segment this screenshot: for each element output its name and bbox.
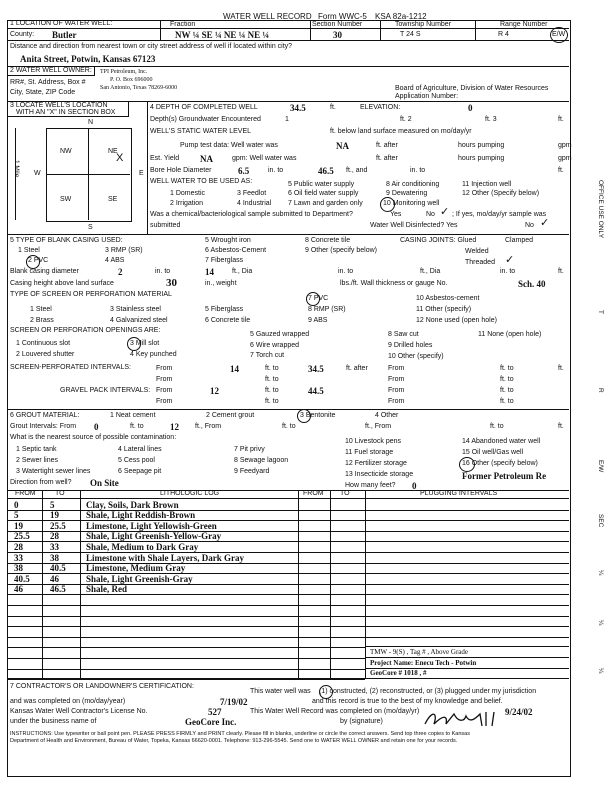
side-q3: ¼ [597, 668, 604, 674]
log-row-line [7, 594, 569, 595]
screen-11: 11 Other (specify) [416, 306, 472, 313]
bore-in-to: in. to [410, 167, 426, 174]
gi-to: 12 [170, 422, 179, 432]
use-10: 10 Monitoring well [383, 200, 440, 207]
joints-label: CASING JOINTS: Glued [400, 237, 477, 244]
spi-ft-to2-r2: ft. to [500, 376, 514, 383]
log-row-line [7, 669, 365, 670]
owner-line2: P. O. Box 696000 [110, 77, 153, 83]
yield-ft-after: ft. after [376, 155, 398, 162]
record-label: This Water Well Record was completed on (mo/day/yr) [250, 708, 420, 715]
chem-yes: Yes [390, 211, 402, 218]
gi-ft-to: ft. to [130, 423, 144, 430]
ct-12: 12 Fertilizer storage [345, 460, 407, 467]
s3-label1: 3 LOCATE WELL'S LOCATION [10, 102, 108, 109]
use-5: 5 Public water supply [288, 181, 355, 188]
grout-4: 4 Other [375, 412, 399, 419]
ct-13: 13 Insecticide storage [345, 471, 414, 478]
signature-label: by (signature) [340, 718, 383, 725]
west: W [34, 170, 41, 177]
depth-value: 34.5 [290, 103, 306, 113]
log-row-line [7, 637, 569, 638]
grout-1: 1 Neat cement [110, 412, 156, 419]
s1-label: 1 LOCATION OF WATER WELL: [10, 20, 113, 27]
log-h-from2: FROM [303, 490, 324, 497]
log-cell-desc: Shale, Red [86, 584, 128, 595]
gw-3: ft. 3 [485, 116, 497, 123]
ct-2: 2 Sewer lines [16, 457, 59, 464]
gpi-from2: From [388, 387, 405, 394]
owner-line3: San Antonio, Texas 78269-6000 [100, 85, 178, 91]
appno-label: Application Number: [395, 93, 459, 100]
gpi-from-value: 12 [210, 386, 219, 396]
gpi-label: GRAVEL PACK INTERVALS: [60, 387, 151, 394]
instructions-2: Department of Health and Environment, Bureau of Water, Topeka, Kansas 66620-0001. Telephone: 913-296-5545. Send one to WATER WELL OWNER and retain one for your records. [10, 738, 458, 744]
side-t: T [597, 310, 604, 314]
s7-line2b: and this record is true to the best of my knowledge and belief. [312, 698, 503, 705]
office-use-label: OFFICE USE ONLY [597, 180, 604, 239]
lbs-label: lbs./ft. Wall thickness or gauge No. [340, 280, 448, 287]
use-11: 11 Injection well [462, 181, 512, 188]
pump-value: NA [336, 141, 349, 151]
log-cell-from: 5 [14, 510, 19, 521]
township-value: T 24 S [400, 31, 421, 38]
use-label: WELL WATER TO BE USED AS: [150, 178, 253, 185]
spi-from2: From [388, 365, 405, 372]
log-row-line [7, 647, 365, 648]
city-label: City, State, ZIP Code [10, 89, 76, 96]
completed-label: and was completed on (mo/day/year) [10, 698, 126, 705]
gpi-from-r2: From [156, 398, 173, 405]
ct-10: 10 Livestock pens [345, 438, 402, 445]
range-label: Range Number [500, 21, 548, 28]
diam-in: in. to [155, 268, 171, 275]
chem-label: Was a chemical/bacteriological sample submitted to Department? [150, 211, 353, 218]
s5-label: 5 TYPE OF BLANK CASING USED: [10, 237, 123, 244]
gw-2: ft. 2 [400, 116, 412, 123]
county-value: Butler [52, 30, 77, 40]
diam-in2: in. to [338, 268, 354, 275]
yield-mid: gpm: Well water was [232, 155, 297, 162]
ct-16: 16 Other (specify below) [462, 460, 538, 467]
gpi-ft-to2-r2: ft. to [500, 398, 514, 405]
tmw-line: TMW - 9(S) , Tag # , Above Grade [370, 648, 469, 656]
ct-4: 4 Lateral lines [118, 446, 162, 453]
spi-ft-a: ft. after [346, 365, 368, 372]
diam-label: Blank casing diameter [10, 268, 79, 275]
log-row-line [7, 626, 569, 627]
bore-ft: ft. [558, 167, 564, 174]
geocore-line: GeoCore # 1018 , # [370, 669, 427, 677]
open-1: 1 Continuous slot [16, 340, 71, 347]
open-3-circle [127, 337, 141, 351]
spi-from: From [156, 365, 173, 372]
open-10: 10 Other (specify) [388, 353, 444, 360]
disinfect-no: No [525, 222, 534, 229]
grout-2: 2 Cement grout [206, 412, 255, 419]
ew-value: E/W [552, 31, 566, 38]
casing-5: 5 Wrought iron [205, 237, 251, 244]
side-sec: SEC [597, 514, 604, 528]
township-label: Township Number [395, 21, 452, 28]
gpi-from: From [156, 387, 173, 394]
north: N [88, 119, 94, 126]
above-in: in., weight [205, 280, 237, 287]
screen-6: 6 Concrete tile [205, 317, 251, 324]
screen-10: 10 Asbestos-cement [416, 295, 480, 302]
screen-5: 5 Fiberglass [205, 306, 244, 313]
grout-3-circle [297, 409, 311, 423]
log-cell-from: 28 [14, 541, 23, 552]
log-h-to2: TO [340, 490, 350, 497]
casing-3: 3 RMP (SR) [105, 247, 143, 254]
log-row-line [7, 605, 569, 606]
depth-label: 4 DEPTH OF COMPLETED WELL [150, 104, 258, 111]
rr-label: RR#, St. Address, Box # [10, 79, 86, 86]
completed-value: 7/19/02 [220, 697, 248, 707]
board-label: Board of Agriculture, Division of Water Resources [395, 85, 549, 92]
threaded-check: ✓ [505, 254, 515, 266]
ct-5: 5 Cess pool [118, 457, 155, 464]
instructions-1: INSTRUCTIONS: Use typewriter or ball point pen. PLEASE PRESS FIRMLY and PRINT clearly. Please fill in blanks, underline or circle the correct answers. Send top three copies to Kansas [10, 731, 470, 737]
quad-nw: NW [60, 148, 72, 155]
pump-gpm: gpm [558, 142, 572, 149]
elev-value: 0 [468, 103, 473, 113]
ct-7: 7 Pit privy [234, 446, 265, 453]
use-2: 2 Irrigation [170, 200, 204, 207]
log-cell-from: 25.5 [14, 531, 30, 542]
screen-8: 8 RMP (SR) [308, 306, 346, 313]
use-9: 9 Dewatering [386, 190, 428, 197]
east: E [139, 170, 144, 177]
s7-line1: This water well was [250, 688, 311, 695]
south: S [88, 224, 93, 231]
bore-to: 46.5 [318, 166, 334, 176]
above-value: 30 [166, 277, 177, 289]
spi-from-value: 14 [230, 364, 239, 374]
fraction-label: Fraction [170, 21, 196, 28]
constructed-circle [319, 685, 333, 699]
screen-3: 3 Stainless steel [110, 306, 161, 313]
open-3: 3 Mill slot [130, 340, 160, 347]
casing-7: 7 Fiberglass [205, 257, 244, 264]
log-cell-to: 5 [50, 499, 55, 510]
s7-label: 7 CONTRACTOR'S OR LANDOWNER'S CERTIFICATION: [10, 683, 194, 690]
log-h-to: TO [55, 490, 65, 497]
howmany-label: How many feet? [345, 482, 396, 489]
bore-label: Bore Hole Diameter [150, 167, 212, 174]
yield-gpm: gpm [558, 155, 572, 162]
pump-label: Pump test data: Well water was [180, 142, 278, 149]
ct-14: 14 Abandoned water well [462, 438, 541, 445]
gi-ft-to2: ft. to [282, 423, 296, 430]
bore-tail: ft., and [346, 167, 368, 174]
log-cell-from: 19 [14, 520, 23, 531]
bore-value: 6.5 [238, 166, 250, 176]
open-9: 9 Drilled holes [388, 342, 433, 349]
gi-tail2: ft., From [365, 423, 392, 430]
log-row-line [7, 658, 365, 659]
submitted-label: submitted [150, 222, 181, 229]
screen-12: 12 None used (open hole) [416, 317, 497, 324]
grout-3: 3 Bentonite [300, 412, 336, 419]
spi-ft-to2: ft. to [500, 365, 514, 372]
log-cell-desc: Shale, Light Greenish-Gray [86, 573, 193, 584]
log-cell-desc: Shale, Light Greenish-Yellow-Gray [86, 531, 222, 542]
log-row-line [7, 679, 365, 680]
log-cell-desc: Limestone, Medium Gray [86, 563, 186, 574]
log-cell-from: 38 [14, 563, 23, 574]
log-cell-to: 25.5 [50, 520, 66, 531]
address-value: Anita Street, Potwin, Kansas 67123 [20, 54, 156, 64]
license-label: Kansas Water Well Contractor's License No. [10, 708, 148, 715]
static-tail: ft. below land surface measured on mo/day/yr [330, 128, 472, 135]
spi-ft-to-r2: ft. to [265, 376, 279, 383]
pump-hours: hours pumping [458, 142, 505, 149]
screen-2: 2 Brass [30, 317, 54, 324]
static-label: WELL'S STATIC WATER LEVEL [150, 128, 252, 135]
project-line: Project Name: Enecu Tech - Potwin [370, 659, 477, 667]
use-12: 12 Other (Specify below) [462, 190, 540, 197]
diam-ft: ft., Dia [232, 268, 253, 275]
quad-ne: NE [108, 148, 118, 155]
quad-se: SE [108, 196, 118, 203]
screen-9: 9 ABS [308, 317, 328, 324]
screen-4: 4 Galvanized steel [110, 317, 168, 324]
ct-6: 6 Seepage pit [118, 468, 162, 475]
ct-16-circle [459, 457, 475, 472]
open-11: 11 None (open hole) [478, 331, 542, 338]
use-6: 6 Oil field water supply [288, 190, 359, 197]
distance-label: Distance and direction from nearest town or city street address of well if located within city? [10, 43, 293, 50]
open-6: 6 Wire wrapped [250, 342, 300, 349]
s6-label: 6 GROUT MATERIAL: [10, 412, 80, 419]
range-value: R 4 [498, 31, 509, 38]
yield-hours: hours pumping [458, 155, 505, 162]
use-7: 7 Lawn and garden only [288, 200, 363, 207]
gw-1: 1 [285, 116, 289, 123]
ct-8: 8 Sewage lagoon [234, 457, 289, 464]
screen-7-circle [306, 292, 320, 306]
spi-label: SCREEN-PERFORATED INTERVALS: [10, 364, 131, 371]
log-cell-desc: Shale, Light Reddish-Brown [86, 510, 196, 521]
gw-ft: ft. [558, 116, 564, 123]
dir-label: Direction from well? [10, 479, 72, 486]
log-h-lith: LITHOLOGIC LOG [160, 490, 220, 497]
log-cell-to: 38 [50, 552, 59, 563]
log-cell-desc: Limestone, Light Yellowish-Green [86, 520, 217, 531]
open-2: 2 Louvered shutter [16, 351, 75, 358]
side-r: R [597, 388, 604, 393]
business-label: under the business name of [10, 718, 97, 725]
county-label: County: [10, 31, 35, 38]
screen-7: 7 PVC [308, 295, 329, 302]
disinfect-check: ✓ [540, 217, 550, 229]
gi-ft: ft. [558, 423, 564, 430]
bore-in: in. to [268, 167, 284, 174]
gpi-ft-to-r2: ft. to [265, 398, 279, 405]
above-label: Casing height above land surface [10, 280, 114, 287]
record-value: 9/24/02 [505, 707, 533, 717]
ksa-number: KSA 82a-1212 [375, 12, 427, 21]
log-cell-to: 40.5 [50, 563, 66, 574]
quad-sw: SW [60, 196, 72, 203]
use-10-circle [380, 197, 395, 212]
side-q1: ¼ [597, 570, 604, 576]
gw-label: Depth(s) Groundwater Encountered [150, 116, 261, 123]
s3-label2: WITH AN "X" IN SECTION BOX [16, 109, 116, 116]
ct-1: 1 Septic tank [16, 446, 57, 453]
gpi-from2-r2: From [388, 398, 405, 405]
joints-welded: Welded [465, 248, 489, 255]
other-spec: Former Petroleum Re [462, 471, 547, 481]
form-number: Form WWC-5 [318, 12, 367, 21]
diam-value: 2 [118, 267, 123, 277]
dir-value: On Site [90, 478, 119, 488]
gauge-value: Sch. 40 [518, 279, 546, 289]
elev-label: ELEVATION: [360, 104, 401, 111]
owner-line1: TPI Petroleum, Inc. [100, 69, 148, 75]
contam-label: What is the nearest source of possible contamination: [10, 434, 177, 441]
open-4: 4 Key punched [130, 351, 177, 358]
chem-check: ✓ [440, 206, 450, 218]
log-cell-to: 19 [50, 510, 59, 521]
diam-ft2: ft., Dia [420, 268, 441, 275]
casing-2: 2 PVC [28, 257, 49, 264]
section-label: Section Number [312, 21, 363, 28]
pump-ft-after: ft. after [376, 142, 398, 149]
casing-6: 6 Asbestos-Cement [205, 247, 267, 254]
joints-clamped: Clamped [505, 237, 534, 244]
diam-in3: in. to [500, 268, 516, 275]
form-title: WATER WELL RECORD [223, 12, 312, 21]
use-8: 8 Air conditioning [386, 181, 440, 188]
use-1: 1 Domestic [170, 190, 206, 197]
side-q2: ¼ [597, 620, 604, 626]
log-cell-from: 40.5 [14, 573, 30, 584]
log-cell-to: 33 [50, 541, 59, 552]
sample-tail: ; If yes, mo/day/yr sample was [452, 211, 547, 218]
log-cell-to: 28 [50, 531, 59, 542]
spi-ft-b: ft. [558, 365, 564, 372]
s7-line1b: (1) constructed, (2) reconstructed, or (3) plugged under my jurisdiction [319, 688, 537, 695]
open-label: SCREEN OR PERFORATION OPENINGS ARE: [10, 327, 161, 334]
fraction-value: NW ¼ SE ¼ NE ¼ NE ¼ [175, 30, 270, 40]
chem-no: No [426, 211, 435, 218]
casing-4: 4 ABS [105, 257, 125, 264]
disinfect-label: Water Well Disinfected? Yes [370, 222, 458, 229]
log-cell-from: 46 [14, 584, 23, 595]
log-cell-desc: Limestone with Shale Layers, Dark Gray [86, 552, 244, 563]
joints-threaded: Threaded [465, 259, 495, 266]
ct-15: 15 Oil well/Gas well [462, 449, 524, 456]
open-5: 5 Gauzed wrapped [250, 331, 310, 338]
ct-11: 11 Fuel storage [345, 449, 394, 456]
spi-from-r2: From [156, 376, 173, 383]
diam-ft3: ft. [558, 268, 564, 275]
log-h-from: FROM [15, 490, 36, 497]
log-cell-desc: Clay, Soils, Dark Brown [86, 499, 179, 510]
section-value: 30 [333, 30, 342, 40]
signature-image [420, 708, 510, 730]
gi-label: Grout Intervals: From [10, 423, 77, 430]
howmany-value: 0 [412, 481, 417, 491]
license-value: 527 [208, 707, 222, 717]
diam-to: 14 [205, 267, 214, 277]
log-cell-to: 46.5 [50, 584, 66, 595]
spi-from2-r2: From [388, 376, 405, 383]
screen-1: 1 Steel [30, 306, 52, 313]
gpi-ft-to: ft. to [265, 387, 279, 394]
gpi-ft-to2: ft. to [500, 387, 514, 394]
casing-9: 9 Other (specify below) [305, 247, 377, 254]
gi-ft-to3: ft. to [490, 423, 504, 430]
gpi-to-value: 44.5 [308, 386, 324, 396]
gi-tail: ft., From [195, 423, 222, 430]
screen-label: TYPE OF SCREEN OR PERFORATION MATERIAL [10, 291, 172, 298]
yield-value: NA [200, 154, 213, 164]
open-8: 8 Saw cut [388, 331, 419, 338]
ew-circle [550, 27, 568, 43]
yield-label: Est. Yield [150, 155, 180, 162]
s2-label: 2 WATER WELL OWNER: [10, 67, 92, 74]
casing-8: 8 Concrete tile [305, 237, 351, 244]
gi-from: 0 [94, 422, 99, 432]
use-4: 4 Industrial [237, 200, 272, 207]
log-cell-from: 0 [14, 499, 19, 510]
use-3: 3 Feedlot [237, 190, 267, 197]
casing-1: 1 Steel [18, 247, 40, 254]
casing-2-circle [26, 255, 40, 269]
log-h-plug: PLUGGING INTERVALS [420, 490, 498, 497]
log-cell-to: 46 [50, 573, 59, 584]
ct-3: 3 Watertight sewer lines [16, 468, 91, 475]
x-mark: X [116, 152, 124, 164]
side-ew: E/W [597, 460, 604, 473]
spi-ft-to: ft. to [265, 365, 279, 372]
depth-ft: ft. [330, 104, 336, 111]
spi-to-value: 34.5 [308, 364, 324, 374]
section-box [46, 128, 132, 222]
open-7: 7 Torch cut [250, 352, 285, 359]
log-cell-from: 33 [14, 552, 23, 563]
mile-label: 1 Mile [13, 160, 20, 178]
ct-9: 9 Feedyard [234, 468, 270, 475]
log-row-line [7, 616, 569, 617]
business-value: GeoCore Inc. [185, 717, 237, 727]
log-cell-desc: Shale, Medium to Dark Gray [86, 541, 199, 552]
